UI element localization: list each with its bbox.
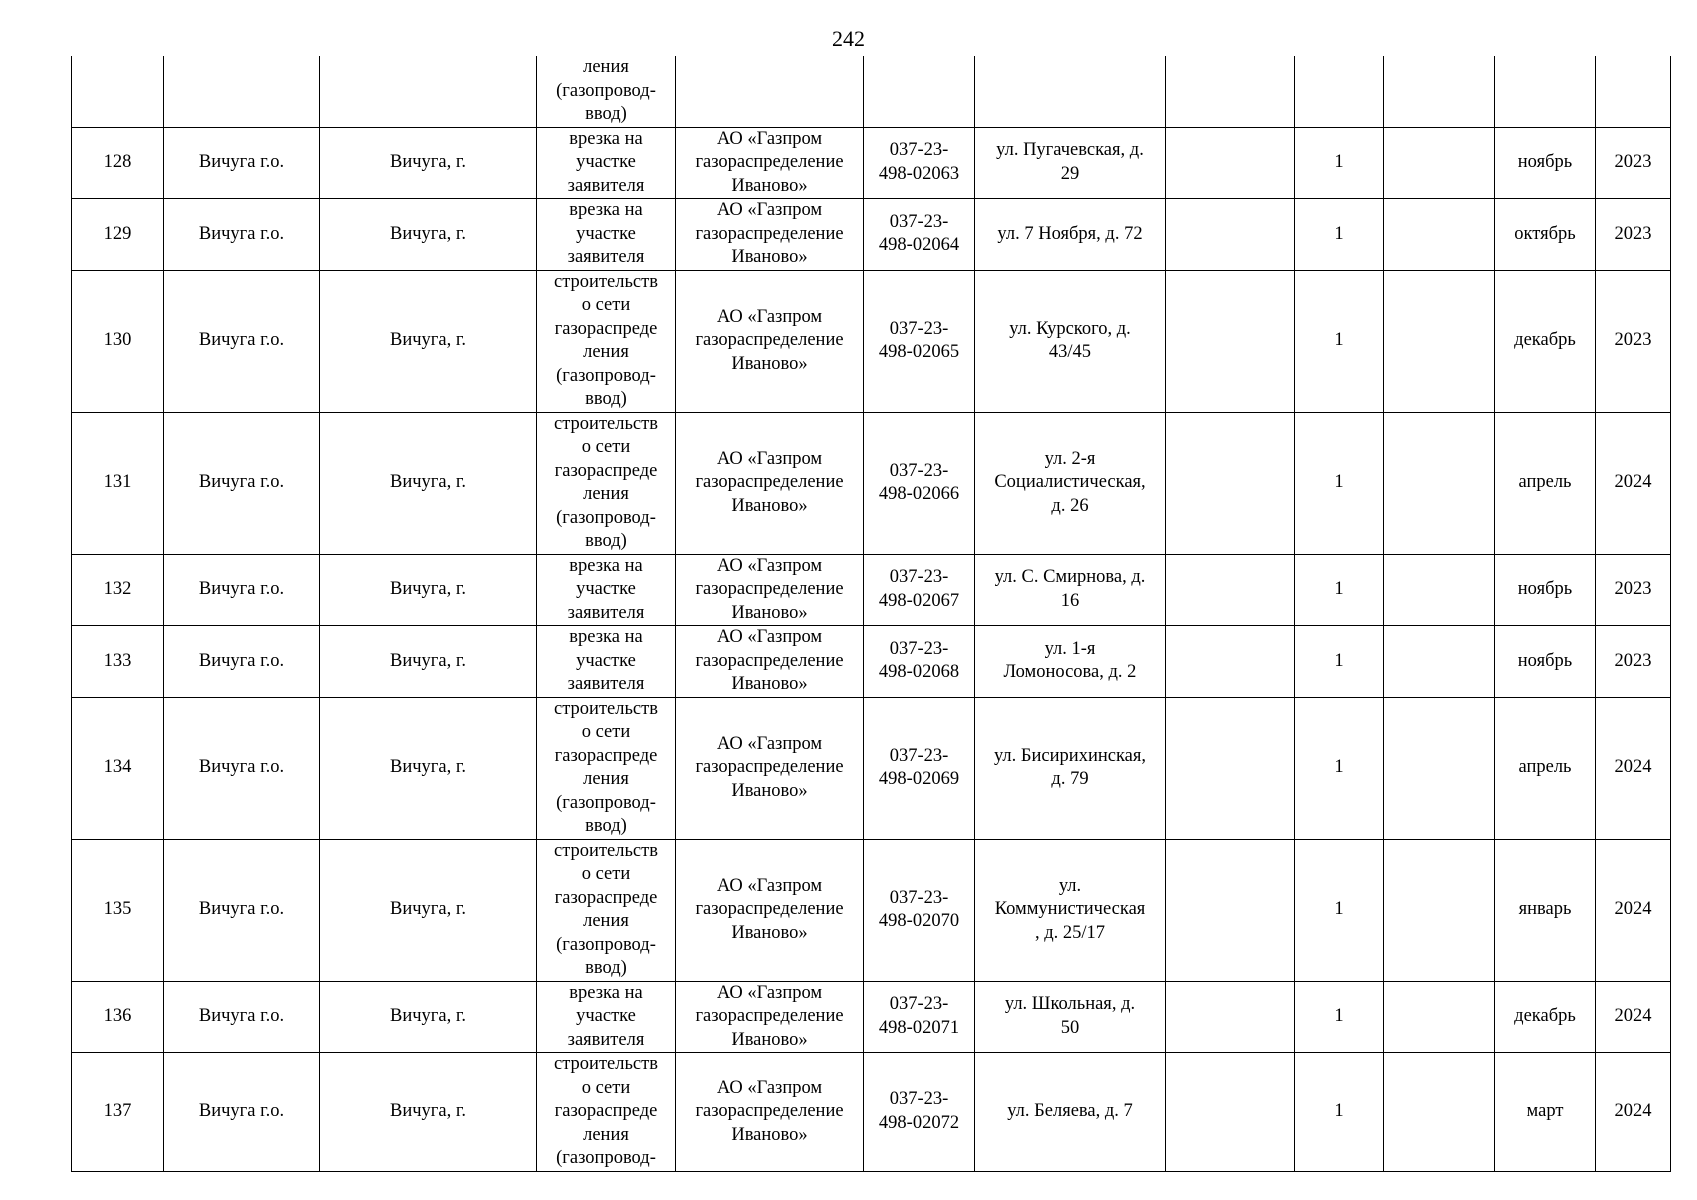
work-type-cell-line: заявителя xyxy=(567,602,645,623)
empty-cell xyxy=(1384,626,1495,698)
address-cell xyxy=(975,56,1166,127)
table-row xyxy=(72,1053,1671,1172)
empty-cell xyxy=(1166,554,1295,626)
address-cell-line: ул. Бисирихинская, xyxy=(993,745,1147,766)
code-cell xyxy=(864,412,975,554)
settlement-cell: Вичуга, г. xyxy=(320,412,537,554)
address-cell xyxy=(975,127,1166,199)
code-cell-line: 037-23- xyxy=(889,460,949,481)
work-type-cell-line: врезка на xyxy=(569,555,643,576)
work-type-cell-line: участке xyxy=(576,579,636,599)
month-cell xyxy=(1495,56,1596,127)
empty-cell xyxy=(1166,981,1295,1053)
month-cell: ноябрь xyxy=(1495,626,1596,698)
table-row xyxy=(72,554,1671,626)
organization-cell-line: газораспределение xyxy=(695,1006,844,1026)
row-number-cell: 136 xyxy=(72,981,164,1053)
organization-cell xyxy=(676,1053,864,1172)
settlement-cell: Вичуга, г. xyxy=(320,554,537,626)
month-cell: ноябрь xyxy=(1495,127,1596,199)
empty-cell xyxy=(1166,56,1295,127)
organization-cell-line: АО «Газпром xyxy=(716,448,823,469)
work-type-cell xyxy=(537,1053,676,1172)
empty-cell xyxy=(1166,199,1295,271)
work-type-cell-line: заявителя xyxy=(567,175,645,196)
address-cell-line: ул. С. Смирнова, д. xyxy=(994,567,1146,588)
code-cell-line: 037-23- xyxy=(889,887,949,908)
table-body xyxy=(72,56,1671,1171)
row-number-cell: 129 xyxy=(72,199,164,271)
work-type-cell-line: строительств xyxy=(554,1054,658,1074)
work-type-cell-line: ления xyxy=(583,342,629,362)
code-cell xyxy=(864,56,975,127)
organization-cell xyxy=(676,56,864,127)
year-cell: 2024 xyxy=(1596,412,1671,554)
address-cell-line: ул. Школьная, д. xyxy=(1004,994,1136,1015)
organization-cell-line: газораспределение xyxy=(695,330,844,351)
work-type-cell-line: ления xyxy=(583,1124,629,1145)
settlement-cell: Вичуга, г. xyxy=(320,839,537,981)
work-type-cell xyxy=(537,981,676,1053)
work-type-cell-line: ления xyxy=(583,911,629,931)
work-type-cell xyxy=(537,697,676,839)
empty-cell xyxy=(1166,626,1295,698)
work-type-cell-line: врезка на xyxy=(569,200,643,220)
year-cell: 2024 xyxy=(1596,1053,1671,1172)
organization-cell-line: газораспределение xyxy=(695,223,844,244)
work-type-cell-line: газораспреде xyxy=(554,318,658,339)
code-cell-line: 498-02071 xyxy=(878,1017,960,1038)
work-type-cell-line: о сети xyxy=(581,437,631,457)
organization-cell-line: АО «Газпром xyxy=(716,627,823,647)
table-row xyxy=(72,127,1671,199)
settlement-cell: Вичуга, г. xyxy=(320,270,537,412)
organization-cell-line: Иваново» xyxy=(731,674,808,694)
quantity-cell: 1 xyxy=(1295,127,1384,199)
municipality-cell: Вичуга г.о. xyxy=(164,697,320,839)
empty-cell xyxy=(1384,981,1495,1053)
address-cell-line: ул. 1-я xyxy=(1044,638,1096,659)
work-type-cell-line: строительств xyxy=(554,271,658,292)
month-cell: апрель xyxy=(1495,697,1596,839)
address-cell-line: Ломоносова, д. 2 xyxy=(1003,662,1137,683)
empty-cell xyxy=(1166,697,1295,839)
address-cell-line: 43/45 xyxy=(1048,342,1092,362)
work-type-cell-line: (газопровод- xyxy=(556,792,656,813)
registry-table xyxy=(71,56,1671,1172)
work-type-cell-line: газораспреде xyxy=(554,1101,658,1121)
page-number: 242 xyxy=(832,26,865,51)
settlement-cell: Вичуга, г. xyxy=(320,697,537,839)
row-number-cell: 133 xyxy=(72,626,164,698)
code-cell xyxy=(864,981,975,1053)
code-cell-line: 498-02072 xyxy=(878,1112,960,1133)
organization-cell xyxy=(676,554,864,626)
quantity-cell: 1 xyxy=(1295,839,1384,981)
work-type-cell-line: ления xyxy=(583,769,629,789)
month-cell: март xyxy=(1495,1053,1596,1172)
address-cell xyxy=(975,1053,1166,1172)
address-cell xyxy=(975,554,1166,626)
organization-cell-line: Иваново» xyxy=(731,247,808,267)
empty-cell xyxy=(1166,270,1295,412)
organization-cell-line: газораспределение xyxy=(695,472,844,493)
empty-cell xyxy=(1166,839,1295,981)
work-type-cell xyxy=(537,626,676,698)
work-type-cell xyxy=(537,839,676,981)
organization-cell xyxy=(676,839,864,981)
month-cell: апрель xyxy=(1495,412,1596,554)
empty-cell xyxy=(1166,127,1295,199)
row-number-cell: 137 xyxy=(72,1053,164,1172)
work-type-cell-line: (газопровод- xyxy=(556,80,656,101)
work-type-cell-line: о сети xyxy=(581,722,631,742)
organization-cell-line: Иваново» xyxy=(731,175,808,196)
work-type-cell-line: о сети xyxy=(581,295,631,315)
address-cell-line: 16 xyxy=(1060,590,1080,611)
work-type-cell-line: строительств xyxy=(554,840,658,861)
work-type-cell-line: о сети xyxy=(581,1077,631,1098)
empty-cell xyxy=(1384,839,1495,981)
quantity-cell: 1 xyxy=(1295,1053,1384,1172)
organization-cell-line: АО «Газпром xyxy=(716,555,823,576)
address-cell-line: ул. Беляева, д. 7 xyxy=(1007,1101,1133,1121)
settlement-cell: Вичуга, г. xyxy=(320,1053,537,1172)
empty-cell xyxy=(1384,1053,1495,1172)
work-type-cell-line: о сети xyxy=(581,864,631,884)
organization-cell-line: Иваново» xyxy=(731,1124,808,1145)
row-number-cell: 132 xyxy=(72,554,164,626)
organization-cell-line: Иваново» xyxy=(731,1029,808,1050)
table-row xyxy=(72,56,1671,127)
organization-cell-line: Иваново» xyxy=(731,353,808,374)
code-cell xyxy=(864,839,975,981)
address-cell-line: Коммунистическая xyxy=(994,899,1146,920)
code-cell-line: 037-23- xyxy=(889,140,949,161)
quantity-cell: 1 xyxy=(1295,981,1384,1053)
row-number-cell: 128 xyxy=(72,127,164,199)
address-cell-line: Социалистическая, xyxy=(994,472,1146,493)
organization-cell-line: газораспределение xyxy=(695,650,844,671)
municipality-cell: Вичуга г.о. xyxy=(164,1053,320,1172)
work-type-cell-line: врезка на xyxy=(569,128,643,149)
year-cell: 2024 xyxy=(1596,981,1671,1053)
table-row xyxy=(72,199,1671,271)
code-cell xyxy=(864,697,975,839)
year-cell: 2023 xyxy=(1596,127,1671,199)
work-type-cell-line: ления xyxy=(583,57,629,77)
address-cell-line: ул. Пугачевская, д. xyxy=(996,140,1144,161)
work-type-cell-line: газораспреде xyxy=(554,887,658,908)
code-cell-line: 037-23- xyxy=(889,745,949,766)
table-row xyxy=(72,270,1671,412)
year-cell: 2023 xyxy=(1596,270,1671,412)
organization-cell-line: АО «Газпром xyxy=(716,1077,823,1098)
address-cell xyxy=(975,412,1166,554)
address-cell xyxy=(975,199,1166,271)
empty-cell xyxy=(1384,697,1495,839)
organization-cell-line: газораспределение xyxy=(695,1101,844,1121)
work-type-cell-line: ввод) xyxy=(585,816,627,836)
quantity-cell xyxy=(1295,56,1384,127)
address-cell-line: ул. Курского, д. xyxy=(1009,318,1131,339)
address-cell-line: 29 xyxy=(1060,163,1080,184)
empty-cell xyxy=(1384,199,1495,271)
empty-cell xyxy=(1166,412,1295,554)
work-type-cell-line: ления xyxy=(583,484,629,504)
code-cell xyxy=(864,1053,975,1172)
settlement-cell: Вичуга, г. xyxy=(320,127,537,199)
work-type-cell-line: врезка на xyxy=(569,982,643,1003)
empty-cell xyxy=(1384,270,1495,412)
work-type-cell xyxy=(537,56,676,127)
work-type-cell-line: строительств xyxy=(554,698,658,719)
organization-cell-line: АО «Газпром xyxy=(716,982,823,1003)
address-cell xyxy=(975,270,1166,412)
organization-cell-line: АО «Газпром xyxy=(716,875,823,896)
quantity-cell: 1 xyxy=(1295,199,1384,271)
work-type-cell-line: ввод) xyxy=(585,389,627,409)
code-cell-line: 037-23- xyxy=(889,318,949,339)
work-type-cell-line: строительств xyxy=(554,413,658,434)
empty-cell xyxy=(1166,1053,1295,1172)
address-cell-line: ул. xyxy=(1058,875,1082,896)
address-cell xyxy=(975,697,1166,839)
code-cell-line: 498-02070 xyxy=(878,911,960,931)
municipality-cell: Вичуга г.о. xyxy=(164,839,320,981)
organization-cell xyxy=(676,626,864,698)
organization-cell-line: газораспределение xyxy=(695,899,844,920)
year-cell: 2023 xyxy=(1596,199,1671,271)
address-cell-line: ул. 7 Ноября, д. 72 xyxy=(997,223,1143,244)
month-cell: октябрь xyxy=(1495,199,1596,271)
organization-cell-line: Иваново» xyxy=(731,780,808,801)
municipality-cell: Вичуга г.о. xyxy=(164,626,320,698)
code-cell-line: 498-02069 xyxy=(878,769,960,789)
work-type-cell-line: (газопровод- xyxy=(556,365,656,386)
work-type-cell xyxy=(537,412,676,554)
address-cell xyxy=(975,981,1166,1053)
year-cell: 2023 xyxy=(1596,554,1671,626)
work-type-cell xyxy=(537,199,676,271)
organization-cell-line: АО «Газпром xyxy=(716,733,823,754)
code-cell-line: 498-02066 xyxy=(878,484,960,504)
municipality-cell: Вичуга г.о. xyxy=(164,554,320,626)
settlement-cell: Вичуга, г. xyxy=(320,199,537,271)
work-type-cell-line: газораспреде xyxy=(554,745,658,766)
code-cell xyxy=(864,626,975,698)
organization-cell xyxy=(676,697,864,839)
work-type-cell-line: заявителя xyxy=(567,247,645,267)
code-cell-line: 037-23- xyxy=(889,567,949,588)
work-type-cell-line: участке xyxy=(576,223,636,244)
work-type-cell-line: участке xyxy=(576,152,636,172)
table-row xyxy=(72,412,1671,554)
municipality-cell: Вичуга г.о. xyxy=(164,127,320,199)
table-row xyxy=(72,839,1671,981)
code-cell-line: 037-23- xyxy=(889,211,949,232)
empty-cell xyxy=(1384,127,1495,199)
organization-cell-line: АО «Газпром xyxy=(716,200,823,220)
code-cell-line: 037-23- xyxy=(889,994,949,1015)
table-row xyxy=(72,981,1671,1053)
organization-cell-line: Иваново» xyxy=(731,922,808,943)
address-cell xyxy=(975,626,1166,698)
work-type-cell xyxy=(537,270,676,412)
quantity-cell: 1 xyxy=(1295,554,1384,626)
year-cell xyxy=(1596,56,1671,127)
organization-cell xyxy=(676,127,864,199)
table-row xyxy=(72,626,1671,698)
work-type-cell-line: врезка на xyxy=(569,627,643,647)
quantity-cell: 1 xyxy=(1295,270,1384,412)
municipality-cell: Вичуга г.о. xyxy=(164,412,320,554)
work-type-cell-line: (газопровод- xyxy=(556,934,656,955)
code-cell xyxy=(864,554,975,626)
work-type-cell-line: (газопровод- xyxy=(556,507,656,528)
organization-cell-line: газораспределение xyxy=(695,152,844,172)
organization-cell-line: газораспределение xyxy=(695,579,844,599)
year-cell: 2023 xyxy=(1596,626,1671,698)
organization-cell-line: Иваново» xyxy=(731,495,808,516)
organization-cell xyxy=(676,270,864,412)
organization-cell-line: АО «Газпром xyxy=(716,306,823,327)
municipality-cell: Вичуга г.о. xyxy=(164,199,320,271)
organization-cell xyxy=(676,981,864,1053)
municipality-cell: Вичуга г.о. xyxy=(164,981,320,1053)
code-cell-line: 498-02064 xyxy=(878,235,960,256)
code-cell xyxy=(864,127,975,199)
code-cell-line: 498-02063 xyxy=(878,163,960,184)
code-cell-line: 037-23- xyxy=(889,1089,949,1110)
row-number-cell: 134 xyxy=(72,697,164,839)
address-cell-line: д. 26 xyxy=(1051,495,1089,516)
address-cell-line: ул. 2-я xyxy=(1044,448,1096,469)
empty-cell xyxy=(1384,554,1495,626)
year-cell: 2024 xyxy=(1596,839,1671,981)
code-cell xyxy=(864,199,975,271)
empty-cell xyxy=(1384,412,1495,554)
code-cell xyxy=(864,270,975,412)
work-type-cell-line: заявителя xyxy=(567,1029,645,1050)
code-cell-line: 498-02065 xyxy=(878,342,960,362)
work-type-cell-line: участке xyxy=(576,1006,636,1026)
municipality-cell xyxy=(164,56,320,127)
row-number-cell xyxy=(72,56,164,127)
work-type-cell xyxy=(537,554,676,626)
address-cell xyxy=(975,839,1166,981)
quantity-cell: 1 xyxy=(1295,697,1384,839)
code-cell-line: 498-02067 xyxy=(878,590,960,611)
organization-cell xyxy=(676,412,864,554)
row-number-cell: 135 xyxy=(72,839,164,981)
work-type-cell-line: ввод) xyxy=(585,531,627,551)
quantity-cell: 1 xyxy=(1295,626,1384,698)
code-cell-line: 037-23- xyxy=(889,638,949,659)
table-row xyxy=(72,697,1671,839)
settlement-cell xyxy=(320,56,537,127)
row-number-cell: 131 xyxy=(72,412,164,554)
work-type-cell-line: газораспреде xyxy=(554,460,658,481)
quantity-cell: 1 xyxy=(1295,412,1384,554)
settlement-cell: Вичуга, г. xyxy=(320,626,537,698)
work-type-cell-line: участке xyxy=(576,650,636,671)
month-cell: январь xyxy=(1495,839,1596,981)
address-cell-line: 50 xyxy=(1060,1017,1080,1038)
work-type-cell-line: ввод) xyxy=(585,104,627,124)
address-cell-line: , д. 25/17 xyxy=(1034,922,1106,943)
work-type-cell-line: ввод) xyxy=(585,958,627,978)
work-type-cell-line: (газопровод- xyxy=(556,1148,656,1168)
settlement-cell: Вичуга, г. xyxy=(320,981,537,1053)
organization-cell-line: газораспределение xyxy=(695,757,844,778)
address-cell-line: д. 79 xyxy=(1051,769,1089,789)
work-type-cell-line: заявителя xyxy=(567,674,645,694)
organization-cell-line: АО «Газпром xyxy=(716,128,823,149)
code-cell-line: 498-02068 xyxy=(878,662,960,683)
year-cell: 2024 xyxy=(1596,697,1671,839)
municipality-cell: Вичуга г.о. xyxy=(164,270,320,412)
work-type-cell xyxy=(537,127,676,199)
organization-cell-line: Иваново» xyxy=(731,602,808,623)
month-cell: декабрь xyxy=(1495,270,1596,412)
month-cell: декабрь xyxy=(1495,981,1596,1053)
month-cell: ноябрь xyxy=(1495,554,1596,626)
empty-cell xyxy=(1384,56,1495,127)
row-number-cell: 130 xyxy=(72,270,164,412)
organization-cell xyxy=(676,199,864,271)
